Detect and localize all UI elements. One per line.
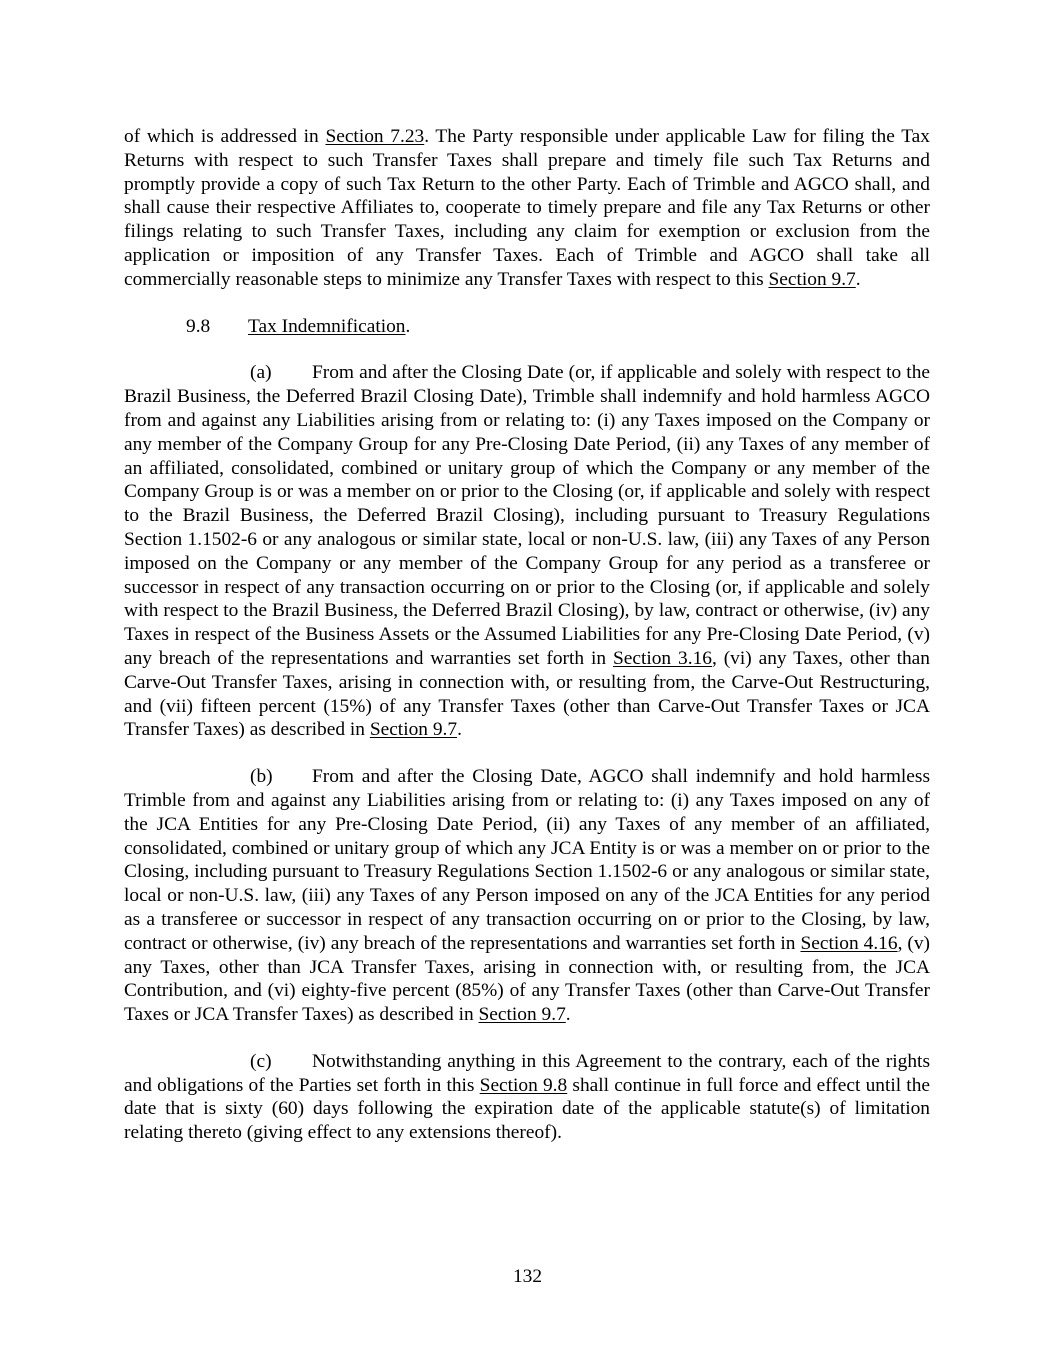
section-number: 9.8 (186, 315, 211, 337)
subsection-c (124, 1050, 930, 1145)
subsection-a (124, 361, 930, 742)
cross-reference-section-7-23: Section 7.23 (325, 126, 425, 147)
page-number: 132 (512, 1266, 543, 1287)
paragraph-transfer-taxes (124, 125, 930, 292)
cross-reference-section-9-7: Section 9.7 (768, 268, 856, 290)
section-heading-9-8 (124, 315, 930, 339)
cross-reference-section-3-16: Section 3.16 (612, 647, 712, 669)
subsection-label: (b) (250, 766, 273, 788)
cross-reference-section-9-7: Section 9.7 (478, 1004, 566, 1026)
section-title-suffix: . (405, 315, 411, 337)
text-run: . (565, 1004, 571, 1026)
text-run: . (457, 719, 462, 741)
subsection-label: (a) (250, 362, 272, 384)
cross-reference-section-9-7: Section 9.7 (369, 719, 458, 741)
subsection-b (124, 765, 930, 1027)
text-run: From and after the Closing Date (or, if applicable and solely with respect to the Brazil Business, the Deferred Brazil Closing Date), Trimble shall indemnify and hold harmless AGCO from and against any Liabilities arising from or relating to: (i) any Taxes imposed on the Company or any member of the Company Group for any Pre-Closing Date Period, (ii) any Taxes of any member of an affiliated, consolidated, combined or unitary group of which the Company or any member of the Company Group is or was a member on or prior to the Closing (or, if applicable and solely with respect to the Brazil Business, the Deferred Brazil Closing), including pursuant to Treasury Regulations Section 1.1502-6 or any analogous or similar state, local or non-U.S. law, (iii) any Taxes of any Person imposed on the Company or any member of the Company Group for any period as a transferee or successor in respect of any transaction occurring on or prior to the Closing (or, if applicable and solely with respect to the Brazil Business, the Deferred Brazil Closing), by law, contract or otherwise, (iv) any Taxes in respect of the Business Assets or the Assumed Liabilities for any Pre-Closing Date Period, (v) any breach of the representations and warranties set forth in (124, 362, 930, 669)
document-page (124, 125, 930, 1168)
text-run: , (v) any Taxes, other than JCA Transfer Taxes, arising in connection with, or resulting from, the JCA Contribution, and (vi) eighty-five percent (85%) of any Transfer Taxes (other than Carve-Out Transfer Taxes or JCA Transfer Taxes) as described in (124, 932, 930, 1026)
text-run: . The Party responsible under applicable Law for filing the Tax Returns with respect to such Transfer Taxes shall prepare and timely file such Tax Returns and promptly provide a copy of such Tax Return to the other Party. Each of Trimble and AGCO shall, and shall cause their respective Affiliates to, cooperate to timely prepare and file any Tax Returns or other filings relating to such Transfer Taxes, including any claim for exemption or exclusion from the application or imposition of any Transfer Taxes. Each of Trimble and AGCO shall take all commercially reasonable steps to minimize any Transfer Taxes with respect to this (124, 126, 930, 290)
text-run: Notwithstanding anything in this Agreement to the contrary, each of the rights and obligations of the Parties set forth in this (124, 1050, 930, 1096)
text-run: of which is addressed in (124, 126, 326, 147)
subsection-label: (c) (250, 1050, 272, 1072)
cross-reference-section-4-16: Section 4.16 (800, 932, 898, 954)
text-run: From and after the Closing Date, AGCO shall indemnify and hold harmless Trimble from and against any Liabilities arising from or relating to: (i) any Taxes imposed on any of the JCA Entities for any Pre-Closing Date Period, (ii) any Taxes of any member of an affiliated, consolidated, combined or unitary group of which any JCA Entity is or was a member on or prior to the Closing, including pursuant to Treasury Regulations Section 1.1502-6 or any analogous or similar state, local or non-U.S. law, (iii) any Taxes of any Person imposed on any of the JCA Entities for any period as a transferee or successor in respect of any transaction occurring on or prior to the Closing, by law, contract or otherwise, (iv) any breach of the representations and warranties set forth in (124, 766, 930, 954)
cross-reference-section-9-8: Section 9.8 (479, 1074, 568, 1096)
text-run: , (vi) any Taxes, other than Carve-Out Transfer Taxes, arising in connection with, or resulting from, the Carve-Out Restructuring, and (vii) fifteen percent (15%) of any Transfer Taxes (other than Carve-Out Transfer Taxes or JCA Transfer Taxes) as described in (124, 647, 930, 741)
text-run: shall continue in full force and effect until the date that is sixty (60) days following the expiration date of the applicable statute(s) of limitation relating thereto (giving effect to any extensions thereof). (124, 1074, 930, 1144)
section-title: Tax Indemnification (248, 315, 406, 337)
text-run: . (855, 268, 861, 290)
